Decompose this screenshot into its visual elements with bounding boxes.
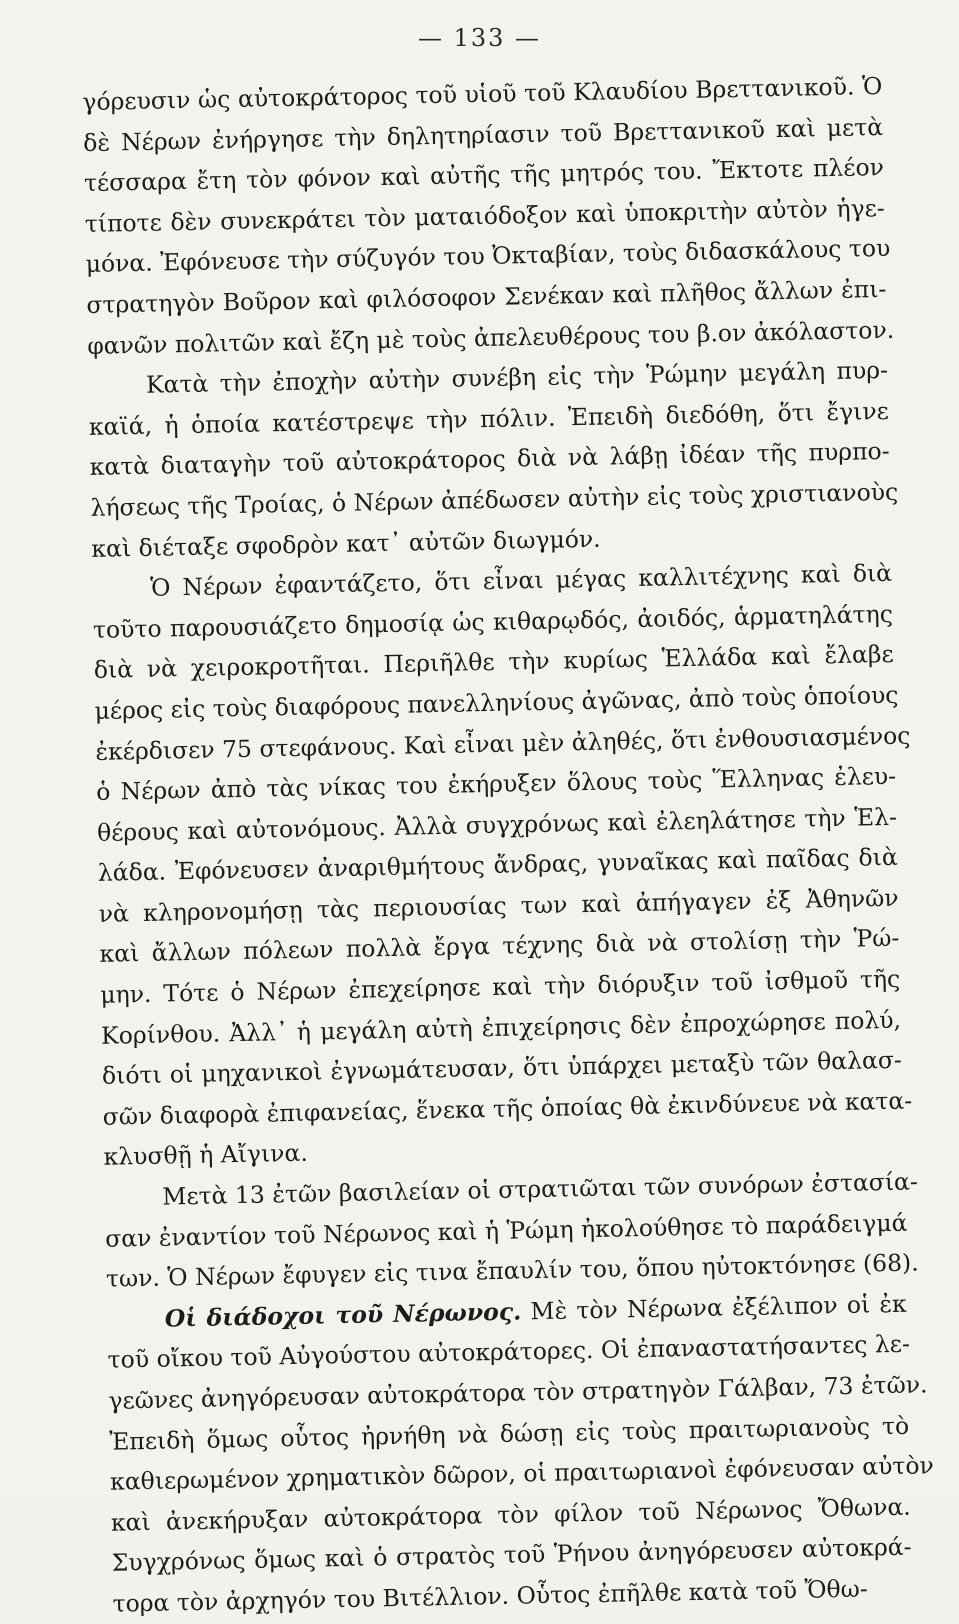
text-line: καϊά, ἡ ὁποία κατέστρεψε τὴν πόλιν. Ἐπειδὴ διεδόθη, ὅτι ἔγινε <box>88 396 890 441</box>
text-line: σῶν διαφορὰ ἐπιφανείας, ἕνεκα τῆς ὁποίας θὰ ἐκινδύνευε νὰ κατα- <box>102 1086 913 1131</box>
text-line: μην. Τότε ὁ Νέρων ἐπεχείρησε καὶ τὴν διόρυξιν τοῦ ἰσθμοῦ τῆς <box>100 964 901 1009</box>
text-line: τορα τὸν ἀρχηγόν του Βιτέλλιον. Οὗτος ἐπῆλθε κατὰ τοῦ Ὄθω- <box>112 1574 869 1618</box>
text-line: καὶ ἄλλων πόλεων πολλὰ ἔργα τέχνης διὰ νὰ στολίσῃ τὴν Ῥώ- <box>99 924 900 969</box>
text-line: μέρος εἰς τοὺς διαφόρους πανελληνίους ἀγῶνας, ἀπὸ τοὺς ὁποίους <box>94 680 899 725</box>
text-line: Συγχρόνως ὅμως καὶ ὁ στρατὸς τοῦ Ῥήνου ἀνηγόρευσεν αὐτοκρά- <box>111 1533 912 1578</box>
text-line: Κορίνθου. Ἀλλ᾽ ἡ μεγάλη αὐτὴ ἐπιχείρησις δὲν ἐπροχώρησε πολύ, <box>100 1005 902 1050</box>
paragraph <box>106 1284 935 1624</box>
paragraph <box>88 350 899 569</box>
text-line: μόνα. Ἐφόνευσε τὴν σύζυγόν του Ὀκταβίαν, τοὺς διδασκάλους του <box>85 234 891 279</box>
text-line: τέσσαρα ἔτη τὸν φόνον καὶ αὐτῆς τῆς μητρός του. Ἔκτοτε πλέον <box>83 153 885 198</box>
text-line: γόρευσιν ὡς αὐτοκράτορος τοῦ υἱοῦ τοῦ Κλαυδίου Βρεττανικοῦ. Ὁ <box>82 71 883 116</box>
text-line: νὰ κληρονομήσῃ τὰς περιουσίας των καὶ ἀπήγαγεν ἐξ Ἀθηνῶν <box>98 883 899 928</box>
text-line: Ἐπειδὴ ὅμως οὗτος ἠρνήθη νὰ δώσῃ εἰς τοὺς πραιτωριανοὺς τὸ <box>109 1411 910 1456</box>
text-line: καὶ ἀνεκήρυξαν αὐτοκράτορα τὸν φίλον τοῦ Νέρωνος Ὄθωνα. <box>110 1492 912 1537</box>
text-line: τοῦ οἴκου τοῦ Αὐγούστου αὐτοκράτορες. Οἱ ἐπαναστατήσαντες λε- <box>107 1330 911 1375</box>
text-line: στρατηγὸν Βοῦρον καὶ φιλόσοφον Σενέκαν καὶ πλῆθος ἄλλων ἐπι- <box>86 274 887 319</box>
text-line: τίποτε δὲν συνεκράτει τὸν ματαιόδοξον καὶ ὑποκριτὴν αὐτὸν ἡγε- <box>84 193 885 238</box>
page-number: — 133 — <box>417 24 542 52</box>
text-line: καθιερωμένον χρηματικὸν δῶρον, οἱ πραιτωριανοὶ ἐφόνευσαν αὐτὸν <box>109 1451 935 1496</box>
text-line: διὰ νὰ χειροκροτῆται. Περιῆλθε τὴν κυρίως Ἑλλάδα καὶ ἔλαβε <box>93 640 894 685</box>
text-line: θέρους καὶ αὐτονόμους. Ἀλλὰ συγχρόνως καὶ ἐλεηλάτησε τὴν Ἑλ- <box>96 802 898 847</box>
text-line: λάδα. Ἐφόνευσεν ἀναριθμήτους ἄνδρας, γυναῖκας καὶ παῖδας διὰ <box>97 843 899 888</box>
text-line: Κατὰ τὴν ἐποχὴν αὐτὴν συνέβη εἰς τὴν Ῥώμην μεγάλη πυρ- <box>145 356 889 399</box>
text-line: γεῶνες ἀνηγόρευσαν αὐτοκράτορα τὸν στρατηγὸν Γάλβαν, 73 ἐτῶν. <box>108 1370 928 1415</box>
text-line: τοῦτο παρουσιάζετο δημοσίᾳ ὡς κιθαρῳδός, ἀοιδός, ἁρματηλάτης <box>92 599 894 644</box>
text-line: λήσεως τῆς Τροίας, ὁ Νέρων ἀπέδωσεν αὐτὴν εἰς τοὺς χριστιανοὺς <box>90 477 899 522</box>
text-line: Ὁ Νέρων ἐφαντάζετο, ὅτι εἶναι μέγας καλλιτέχνης καὶ διὰ <box>149 558 893 602</box>
section-heading: Οἱ διάδοχοι τοῦ Νέρωνος. <box>164 1297 522 1333</box>
text-line: δὲ Νέρων ἐνήργησε τὴν δηλητηρίασιν τοῦ Βρεττανικοῦ καὶ μετὰ <box>82 112 884 157</box>
paragraph <box>82 66 895 366</box>
paragraph <box>104 1162 919 1300</box>
text-line: καὶ διέταξε σφοδρὸν κατ᾽ αὐτῶν διωγμόν. <box>91 524 601 563</box>
paragraph <box>92 553 913 1178</box>
text-line: Μετὰ 13 ἐτῶν βασιλείαν οἱ στρατιῶται τῶν συνόρων ἐστασία- <box>162 1167 919 1211</box>
text-line: φανῶν πολιτῶν καὶ ἔζη μὲ τοὺς ἀπελευθέρους του β.ον ἀκόλαστον. <box>87 315 895 360</box>
text-line: κατὰ διαταγὴν τοῦ αὐτοκράτορος διὰ νὰ λάβῃ ἰδέαν τῆς πυρπο- <box>89 437 890 482</box>
text-line: των. Ὁ Νέρων ἔφυγεν εἰς τινα ἔπαυλίν του, ὅπου ηὐτοκτόνησε (68). <box>105 1248 919 1293</box>
text-line: ὁ Νέρων ἀπὸ τὰς νίκας του ἐκήρυξεν ὅλους τοὺς Ἕλληνας ἐλευ- <box>95 761 897 806</box>
text-line: σαν ἐναντίον τοῦ Νέρωνος καὶ ἡ Ῥώμη ἠκολούθησε τὸ παράδειγμά <box>104 1208 908 1253</box>
text-line: διότι οἱ μηχανικοὶ ἐγνωμάτευσαν, ὅτι ὑπάρχει μεταξὺ τῶν θαλασ- <box>101 1045 903 1091</box>
heading-line-text: Μὲ τὸν Νέρωνα ἐξέλιπον οἱ ἐκ <box>521 1289 907 1326</box>
text-line: κλυσθῇ ἡ Αἴγινα. <box>103 1139 309 1172</box>
body-text <box>82 66 935 1624</box>
text-line: ἐκέρδισεν 75 στεφάνους. Καὶ εἶναι μὲν ἀληθές, ὅτι ἐνθουσιασμένος <box>95 721 911 766</box>
